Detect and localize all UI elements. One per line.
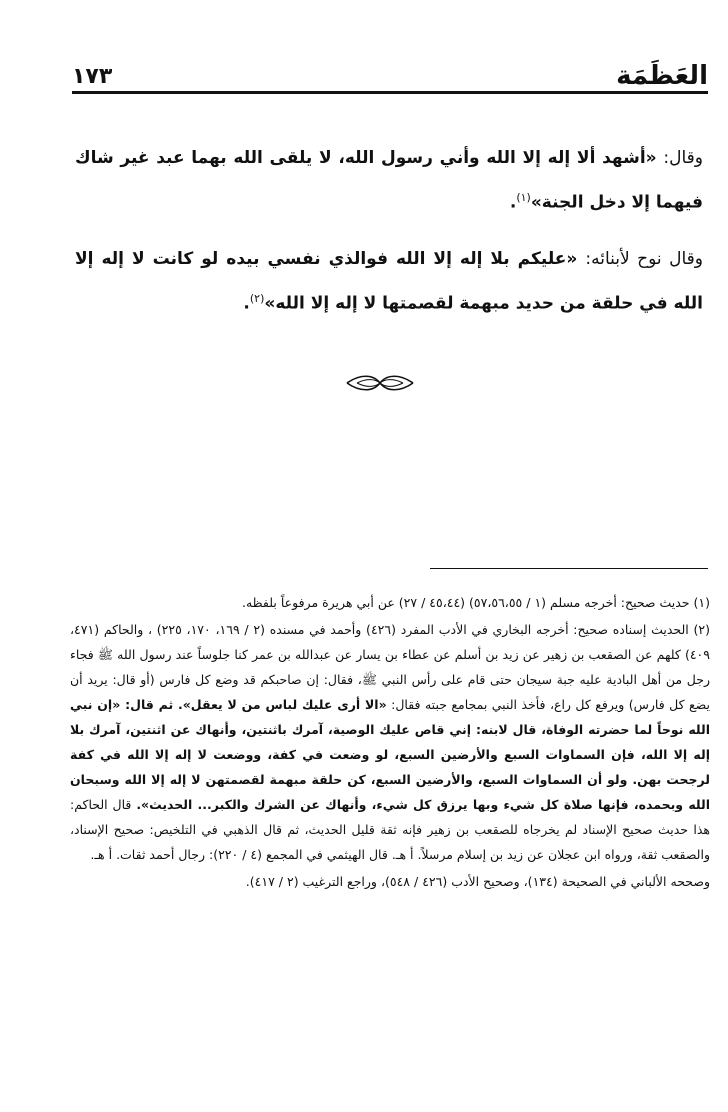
footnote-ref-1[interactable]: (١) (516, 191, 531, 204)
running-title: العَظَمَة (616, 61, 708, 91)
footnote-2-hadith: «الا أرى عليك لباس من لا يعقل». ثم قال: «إن نبي الله نوحاً لما حضرته الوفاة، قال لابنه: إني قاص عليك الوصية، آمرك باثنتين، وأنهاك عن اثنتين، آمرك بلا إله إلا الله، فإن السماوات السبع والأرضين السبع، لو وضعت في كفة، ووضعت لا إله إلا الله في كفة لرجحت بهن. ولو أن السماوات السبع، والأرضين السبع، كن حلقة مبهمة لقصمتهن لا إله إلا الله وسبحان الله وبحمده، فإنها صلاة كل شيء وبها يرزق كل شيء، وأنهاك عن الشرك والكبر... الحديث». (70, 697, 710, 812)
header-rule (72, 91, 708, 94)
paragraph-1-quote: «أشهد ألا إله إلا الله وأني رسول الله، لا يلقى الله بهما عبد غير شاك فيهما إلا دخل الجنة» (75, 148, 703, 213)
paragraph-2-quote: «عليكم بلا إله إلا الله فوالذي نفسي بيده لو كانت لا إله إلا الله في حلقة من حديد مبهمة لقصمتها لا إله إلا الله» (75, 248, 703, 314)
footnote-1: (١) حديث صحيح: أخرجه مسلم (١ / ٥٧،٥٦،٥٥) (٤٥،٤٤ / ٢٧) عن أبي هريرة مرفوعاً بلفظه. (242, 595, 710, 610)
paragraph-1 (75, 138, 703, 223)
paragraph-1-end: . (509, 192, 517, 213)
footnote-2-text: (٢) الحديث إسناده صحيح: أخرجه البخاري في الأدب المفرد (٤٢٦) وأحمد في مسنده (٢ / ١٦٩، ١٧٠، ٢٢٥) ، والحاكم (٤٧١، ٤٠٩) كلهم عن الصقعب بن زهير عن زيد بن أسلم عن عطاء بن يسار عن عبدالله بن عمر كنا جلوساً عند رسول الله ﷺ فجاء رجل من أهل البادية عليه جبة سيجان حتى قام على رأس النبي ﷺ، فقال: إن صاحبكم قد وضع كل فارس (أو قال: يريد أن يضع كل فارس) ويرفع كل راع، فأخذ النبي بمجامع جبته فقال: (70, 622, 710, 712)
page-number: ١٧٣ (72, 64, 113, 89)
footnote-2-references: وصححه الألباني في الصحيحة (١٣٤)، وصحيح الأدب (٤٢٦ / ٥٤٨)، وراجع الترغيب (٢ / ٤١٧). (245, 874, 710, 889)
footnote-2 (70, 617, 710, 867)
footnote-2-grading: قال الحاكم: هذا حديث صحيح الإسناد لم يخرجاه للصقعب بن زهير فإنه ثقة قليل الحديث، ثم قال الذهبي في التلخيص: صحيح الإسناد، والصقعب ثقة، ورواه ابن عجلان عن زيد بن إسلام مرسلاً. أ هـ. قال الهيثمي في المجمع (٤ / ٢٢٠): رجال أحمد ثقات. أ هـ. (70, 797, 710, 862)
footnote-rule (430, 568, 708, 569)
footnotes (70, 590, 710, 896)
page-header (72, 55, 708, 91)
main-text (75, 138, 703, 339)
paragraph-2-end: . (243, 293, 250, 314)
paragraph-2 (75, 239, 703, 324)
section-ornament-icon (345, 372, 415, 394)
paragraph-1-lead: وقال: (663, 148, 703, 168)
paragraph-2-lead: وقال نوح لأبنائه: (585, 248, 703, 269)
footnote-ref-2[interactable]: (٢) (249, 291, 265, 305)
